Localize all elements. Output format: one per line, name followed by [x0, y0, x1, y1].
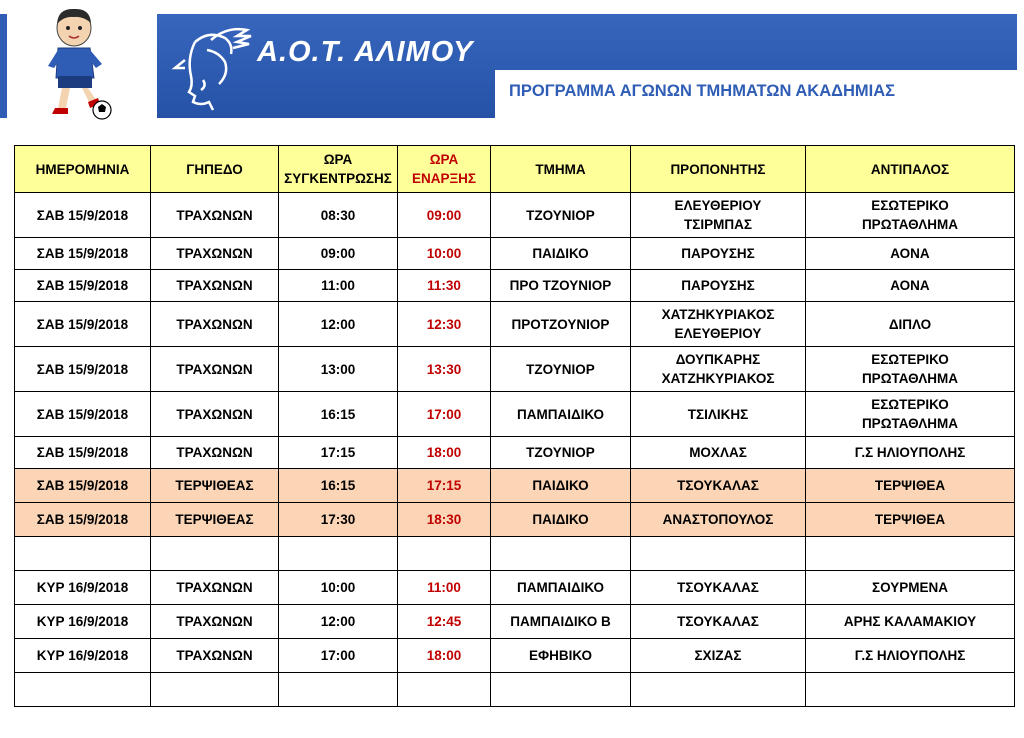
team-cell: ΕΦΗΒΙΚΟ	[491, 639, 631, 673]
coach-cell: ΑΝΑΣΤΟΠΟΥΛΟΣ	[631, 503, 806, 537]
venue-cell: ΤΡΑΧΩΝΩΝ	[151, 392, 279, 437]
footballer-mascot-icon	[28, 4, 118, 122]
date-cell: ΣΑΒ 15/9/2018	[15, 193, 151, 238]
header-banner	[157, 14, 1017, 118]
table-row	[15, 392, 1015, 437]
start-time-cell: 11:00	[398, 571, 491, 605]
schedule-subtitle: ΠΡΟΓΡΑΜΜΑ ΑΓΩΝΩΝ ΤΜΗΜΑΤΩΝ ΑΚΑΔΗΜΙΑΣ	[509, 82, 896, 100]
gather-time-cell: 12:00	[279, 302, 398, 347]
venue-cell: ΤΡΑΧΩΝΩΝ	[151, 302, 279, 347]
start-time-cell: 13:30	[398, 347, 491, 392]
table-row	[15, 639, 1015, 673]
table-row	[15, 302, 1015, 347]
venue-cell: ΤΡΑΧΩΝΩΝ	[151, 571, 279, 605]
gather-time-cell: 17:00	[279, 639, 398, 673]
gather-time-cell: 11:00	[279, 270, 398, 302]
left-accent-bar	[0, 14, 7, 118]
hermes-head-logo-icon	[167, 20, 257, 115]
date-cell: ΣΑΒ 15/9/2018	[15, 347, 151, 392]
coach-cell: ΣΧΙΖΑΣ	[631, 639, 806, 673]
start-time-cell: 18:00	[398, 437, 491, 469]
opponent-cell: ΕΣΩΤΕΡΙΚΟ ΠΡΩΤΑΘΛΗΜΑ	[806, 392, 1015, 437]
coach-cell: ΤΣΟΥΚΑΛΑΣ	[631, 469, 806, 503]
venue-cell: ΤΕΡΨΙΘΕΑΣ	[151, 469, 279, 503]
opponent-cell: Γ.Σ ΗΛΙΟΥΠΟΛΗΣ	[806, 639, 1015, 673]
table-header-row	[15, 146, 1015, 193]
team-cell: ΠΑΜΠΑΙΔΙΚΟ	[491, 571, 631, 605]
venue-cell: ΤΡΑΧΩΝΩΝ	[151, 605, 279, 639]
venue-cell: ΤΡΑΧΩΝΩΝ	[151, 193, 279, 238]
opponent-cell: ΤΕΡΨΙΘΕΑ	[806, 469, 1015, 503]
coach-cell: ΔΟΥΠΚΑΡΗΣ ΧΑΤΖΗΚΥΡΙΑΚΟΣ	[631, 347, 806, 392]
venue-cell: ΤΡΑΧΩΝΩΝ	[151, 437, 279, 469]
header-coach: ΠΡΟΠΟΝΗΤΗΣ	[631, 146, 806, 193]
club-title: Α.Ο.Τ. ΑΛΙΜΟΥ	[257, 36, 474, 68]
date-cell: ΚΥΡ 16/9/2018	[15, 571, 151, 605]
start-time-cell: 11:30	[398, 270, 491, 302]
start-time-cell: 09:00	[398, 193, 491, 238]
table-row	[15, 437, 1015, 469]
start-time-cell: 12:45	[398, 605, 491, 639]
gather-time-cell: 08:30	[279, 193, 398, 238]
date-cell: ΣΑΒ 15/9/2018	[15, 270, 151, 302]
header-opponent: ΑΝΤΙΠΑΛΟΣ	[806, 146, 1015, 193]
opponent-cell: ΑΟΝΑ	[806, 270, 1015, 302]
header-venue: ΓΗΠΕΔΟ	[151, 146, 279, 193]
team-cell: ΠΑΙΔΙΚΟ	[491, 503, 631, 537]
start-time-cell: 10:00	[398, 238, 491, 270]
venue-cell: ΤΡΑΧΩΝΩΝ	[151, 238, 279, 270]
coach-cell: ΧΑΤΖΗΚΥΡΙΑΚΟΣ ΕΛΕΥΘΕΡΙΟΥ	[631, 302, 806, 347]
gather-time-cell: 17:30	[279, 503, 398, 537]
table-row	[15, 571, 1015, 605]
empty-row	[15, 673, 1015, 707]
coach-cell: ΠΑΡΟΥΣΗΣ	[631, 238, 806, 270]
date-cell: ΣΑΒ 15/9/2018	[15, 437, 151, 469]
date-cell: ΚΥΡ 16/9/2018	[15, 639, 151, 673]
opponent-cell: ΣΟΥΡΜΕΝΑ	[806, 571, 1015, 605]
coach-cell: ΤΣΟΥΚΑΛΑΣ	[631, 571, 806, 605]
start-time-cell: 17:15	[398, 469, 491, 503]
coach-cell: ΠΑΡΟΥΣΗΣ	[631, 270, 806, 302]
coach-cell: ΤΣΙΛΙΚΗΣ	[631, 392, 806, 437]
table-row	[15, 193, 1015, 238]
date-cell: ΣΑΒ 15/9/2018	[15, 392, 151, 437]
date-cell: ΣΑΒ 15/9/2018	[15, 503, 151, 537]
coach-cell: ΜΟΧΛΑΣ	[631, 437, 806, 469]
team-cell: ΤΖΟΥΝΙΟΡ	[491, 347, 631, 392]
venue-cell: ΤΡΑΧΩΝΩΝ	[151, 347, 279, 392]
opponent-cell: ΤΕΡΨΙΘΕΑ	[806, 503, 1015, 537]
gather-time-cell: 12:00	[279, 605, 398, 639]
venue-cell: ΤΕΡΨΙΘΕΑΣ	[151, 503, 279, 537]
opponent-cell: ΔΙΠΛΟ	[806, 302, 1015, 347]
gather-time-cell: 10:00	[279, 571, 398, 605]
start-time-cell: 18:00	[398, 639, 491, 673]
header-gather-time: ΩΡΑ ΣΥΓΚΕΝΤΡΩΣΗΣ	[279, 146, 398, 193]
team-cell: ΤΖΟΥΝΙΟΡ	[491, 193, 631, 238]
table-row	[15, 238, 1015, 270]
venue-cell: ΤΡΑΧΩΝΩΝ	[151, 639, 279, 673]
opponent-cell: ΕΣΩΤΕΡΙΚΟ ΠΡΩΤΑΘΛΗΜΑ	[806, 347, 1015, 392]
header-team: ΤΜΗΜΑ	[491, 146, 631, 193]
header-start-time: ΩΡΑ ΕΝΑΡΞΗΣ	[398, 146, 491, 193]
table-row	[15, 347, 1015, 392]
coach-cell: ΕΛΕΥΘΕΡΙΟΥ ΤΣΙΡΜΠΑΣ	[631, 193, 806, 238]
subtitle-box	[495, 70, 1017, 118]
coach-cell: ΤΣΟΥΚΑΛΑΣ	[631, 605, 806, 639]
opponent-cell: ΕΣΩΤΕΡΙΚΟ ΠΡΩΤΑΘΛΗΜΑ	[806, 193, 1015, 238]
table-row	[15, 270, 1015, 302]
gather-time-cell: 13:00	[279, 347, 398, 392]
match-schedule-table	[14, 145, 1015, 707]
date-cell: ΚΥΡ 16/9/2018	[15, 605, 151, 639]
date-cell: ΣΑΒ 15/9/2018	[15, 302, 151, 347]
team-cell: ΠΑΙΔΙΚΟ	[491, 238, 631, 270]
team-cell: ΠΑΜΠΑΙΔΙΚΟ Β	[491, 605, 631, 639]
gather-time-cell: 09:00	[279, 238, 398, 270]
start-time-cell: 17:00	[398, 392, 491, 437]
gather-time-cell: 17:15	[279, 437, 398, 469]
team-cell: ΠΑΙΔΙΚΟ	[491, 469, 631, 503]
table-row	[15, 605, 1015, 639]
team-cell: ΠΑΜΠΑΙΔΙΚΟ	[491, 392, 631, 437]
table-row-highlighted	[15, 503, 1015, 537]
gather-time-cell: 16:15	[279, 392, 398, 437]
date-cell: ΣΑΒ 15/9/2018	[15, 238, 151, 270]
venue-cell: ΤΡΑΧΩΝΩΝ	[151, 270, 279, 302]
table-row-highlighted	[15, 469, 1015, 503]
team-cell: ΠΡΟΤΖΟΥΝΙΟΡ	[491, 302, 631, 347]
start-time-cell: 18:30	[398, 503, 491, 537]
gather-time-cell: 16:15	[279, 469, 398, 503]
header-date: ΗΜΕΡΟΜΗΝΙΑ	[15, 146, 151, 193]
opponent-cell: ΑΡΗΣ ΚΑΛΑΜΑΚΙΟΥ	[806, 605, 1015, 639]
date-cell: ΣΑΒ 15/9/2018	[15, 469, 151, 503]
opponent-cell: ΑΟΝΑ	[806, 238, 1015, 270]
empty-row	[15, 537, 1015, 571]
team-cell: ΤΖΟΥΝΙΟΡ	[491, 437, 631, 469]
team-cell: ΠΡΟ ΤΖΟΥΝΙΟΡ	[491, 270, 631, 302]
opponent-cell: Γ.Σ ΗΛΙΟΥΠΟΛΗΣ	[806, 437, 1015, 469]
start-time-cell: 12:30	[398, 302, 491, 347]
